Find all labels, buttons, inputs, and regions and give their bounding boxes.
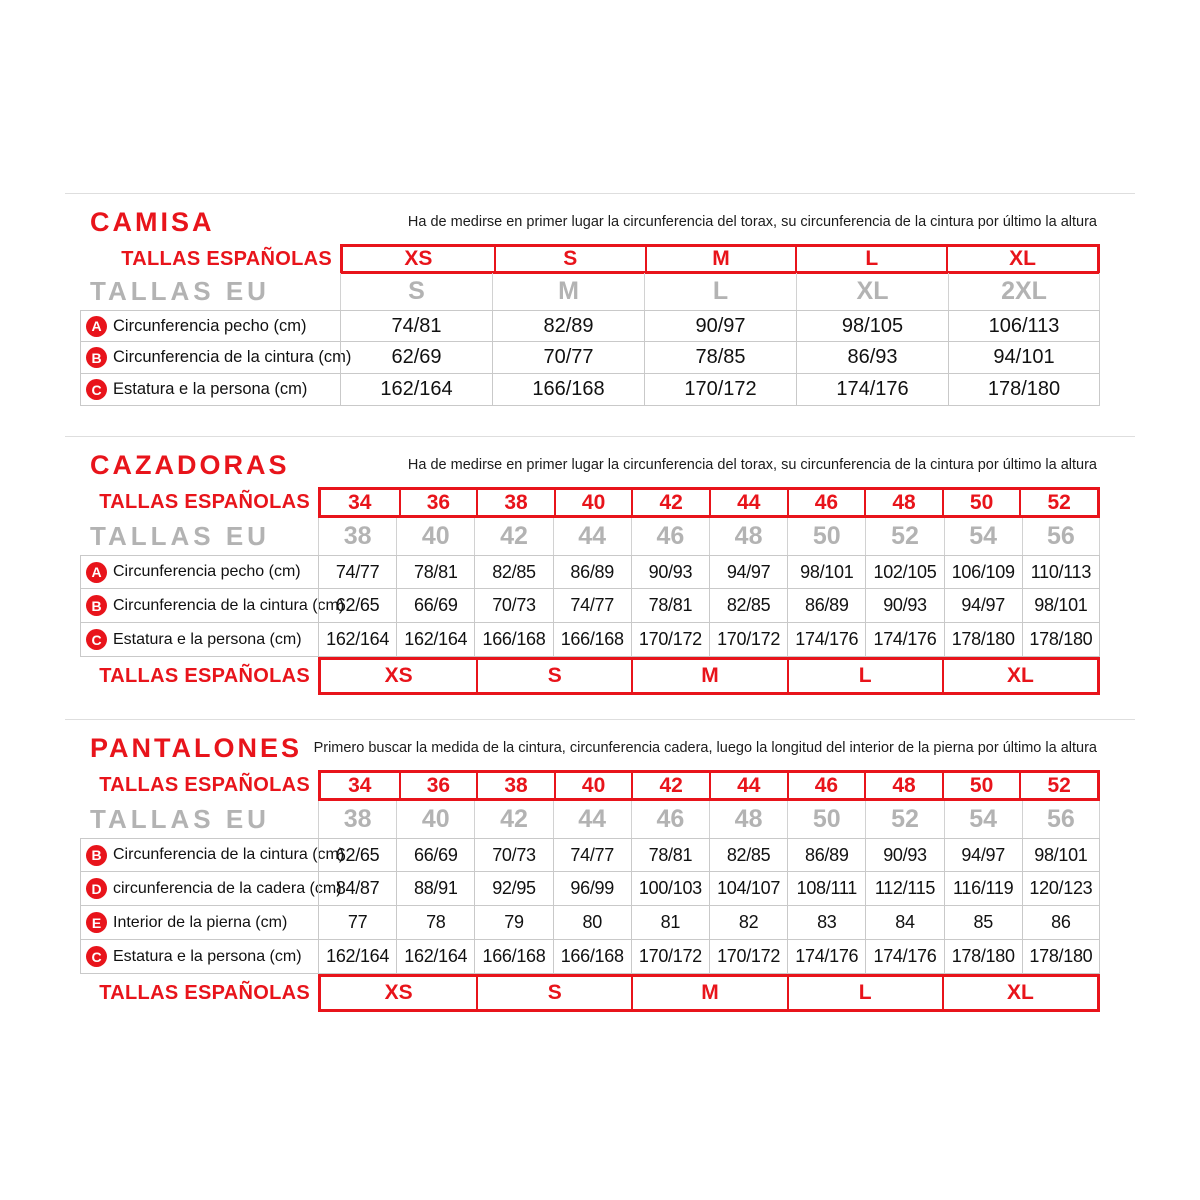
spanish-size-cell: XL — [946, 247, 1097, 271]
measure-label-cell — [80, 872, 342, 905]
measure-value-cell: 178/180 — [944, 940, 1022, 973]
measure-value-cell: 74/81 — [340, 311, 492, 341]
measure-badge-icon: E — [86, 912, 107, 933]
measure-value-cell: 174/176 — [796, 374, 948, 405]
size-chart-content — [65, 193, 1135, 1012]
eu-size-cell: 44 — [553, 801, 631, 838]
measure-value-cell: 62/69 — [340, 342, 492, 373]
measure-badge-icon: B — [86, 595, 107, 616]
measure-value-cell: 106/109 — [944, 556, 1022, 588]
section-camisa — [65, 193, 1135, 406]
measure-value-cell: 174/176 — [787, 623, 865, 656]
grouped-size-cell: M — [631, 660, 786, 692]
cazadoras-size-table — [80, 487, 1100, 695]
measure-value-cell: 106/113 — [948, 311, 1100, 341]
measure-value-cell: 78 — [396, 906, 474, 939]
measure-value-cell: 86/93 — [796, 342, 948, 373]
spanish-size-cell: L — [795, 247, 946, 271]
measure-value-cell: 166/168 — [474, 940, 552, 973]
measure-row — [80, 872, 1100, 906]
spanish-size-cell: 36 — [399, 490, 477, 515]
measure-value-cell: 82/85 — [709, 589, 787, 622]
grouped-size-cell: S — [476, 977, 631, 1009]
measure-label-cell — [80, 374, 340, 405]
spanish-size-cell: 46 — [787, 773, 865, 798]
measure-badge-icon: A — [86, 316, 107, 337]
section-cazadoras — [65, 436, 1135, 695]
eu-size-cell: 40 — [396, 518, 474, 555]
measure-label-cell — [80, 342, 352, 373]
measure-value-cell: 100/103 — [631, 872, 709, 905]
measure-value-cell: 98/101 — [787, 556, 865, 588]
eu-size-cell: 54 — [944, 518, 1022, 555]
spanish-size-cell: 50 — [942, 773, 1020, 798]
measure-value-cell: 178/180 — [1022, 940, 1100, 973]
grouped-size-cell: XL — [942, 977, 1097, 1009]
section-pantalones — [65, 719, 1135, 1012]
measure-label: Circunferencia pecho (cm) — [113, 563, 301, 580]
measure-value-cell: 84/87 — [318, 872, 396, 905]
spanish-sizes-header-row — [80, 244, 1100, 273]
measure-value-cell: 90/97 — [644, 311, 796, 341]
measure-value-cell: 78/81 — [396, 556, 474, 588]
spanish-size-cell: 38 — [476, 490, 554, 515]
eu-size-cell: 38 — [318, 518, 396, 555]
measure-value-cell: 85 — [944, 906, 1022, 939]
measure-value-cell: 162/164 — [318, 940, 396, 973]
measure-label: Estatura e la persona (cm) — [113, 947, 302, 965]
measure-value-cell: 96/99 — [553, 872, 631, 905]
section-title-cazadoras: CAZADORAS — [90, 449, 290, 480]
section-note-camisa: Ha de medirse en primer lugar la circunferencia del torax, su circunferencia de la cintura por último la altura — [407, 213, 1097, 230]
measure-value-cell: 78/85 — [644, 342, 796, 373]
spanish-size-cell: 38 — [476, 773, 554, 798]
measure-value-cell: 94/97 — [944, 839, 1022, 871]
measure-value-cell: 82/89 — [492, 311, 644, 341]
measure-label: Circunferencia de la cintura (cm) — [113, 596, 345, 614]
measure-row — [80, 310, 1100, 342]
measure-value-cell: 170/172 — [631, 940, 709, 973]
section-title-pantalones: PANTALONES — [90, 732, 302, 763]
measure-row — [80, 940, 1100, 974]
grouped-sizes-boxes — [318, 657, 1100, 695]
measure-label-cell — [80, 589, 345, 622]
eu-sizes-label: TALLAS EU — [90, 521, 270, 551]
spanish-size-cell: 52 — [1019, 490, 1097, 515]
spanish-sizes-boxes — [340, 244, 1100, 274]
measure-value-cell: 104/107 — [709, 872, 787, 905]
measure-value-cell: 81 — [631, 906, 709, 939]
measure-row — [80, 374, 1100, 406]
measure-value-cell: 110/113 — [1022, 556, 1100, 588]
measure-value-cell: 170/172 — [644, 374, 796, 405]
measure-label-cell — [80, 839, 345, 871]
spanish-size-cell: 36 — [399, 773, 477, 798]
measure-value-cell: 90/93 — [865, 589, 943, 622]
spanish-sizes-header-row — [80, 487, 1100, 518]
measure-value-cell: 116/119 — [944, 872, 1022, 905]
measure-badge-icon: A — [86, 562, 107, 583]
measure-value-cell: 70/73 — [474, 589, 552, 622]
measure-value-cell: 74/77 — [553, 839, 631, 871]
measure-label: Estatura e la persona (cm) — [113, 380, 308, 398]
spanish-size-cell: 48 — [864, 773, 942, 798]
eu-sizes-row — [80, 518, 1100, 555]
measure-value-cell: 166/168 — [553, 940, 631, 973]
measure-value-cell: 120/123 — [1022, 872, 1100, 905]
measure-value-cell: 90/93 — [631, 556, 709, 588]
measure-label-cell — [80, 623, 318, 656]
measure-value-cell: 62/65 — [318, 589, 396, 622]
eu-sizes-label: TALLAS EU — [90, 276, 270, 306]
spanish-size-cell: 44 — [709, 490, 787, 515]
measure-label-cell — [80, 556, 318, 588]
measure-value-cell: 174/176 — [865, 940, 943, 973]
measure-value-cell: 166/168 — [474, 623, 552, 656]
measure-value-cell: 88/91 — [396, 872, 474, 905]
eu-size-cell: 46 — [631, 518, 709, 555]
measure-value-cell: 94/101 — [948, 342, 1100, 373]
measure-row — [80, 342, 1100, 374]
spanish-sizes-label: TALLAS ESPAÑOLAS — [121, 247, 332, 270]
section-cazadoras-head — [65, 446, 1135, 484]
measure-value-cell: 98/101 — [1022, 589, 1100, 622]
eu-size-cell: 42 — [474, 518, 552, 555]
measure-value-cell: 78/81 — [631, 589, 709, 622]
measure-value-cell: 82/85 — [474, 556, 552, 588]
pantalones-size-table — [80, 770, 1100, 1012]
spanish-size-cell: 46 — [787, 490, 865, 515]
measure-value-cell: 174/176 — [865, 623, 943, 656]
eu-size-cell: XL — [796, 273, 948, 310]
eu-size-cell: S — [340, 273, 492, 310]
measure-value-cell: 178/180 — [1022, 623, 1100, 656]
measure-value-cell: 94/97 — [944, 589, 1022, 622]
grouped-sizes-row — [80, 657, 1100, 695]
measure-value-cell: 66/69 — [396, 839, 474, 871]
measure-value-cell: 92/95 — [474, 872, 552, 905]
grouped-size-cell: XL — [942, 660, 1097, 692]
spanish-sizes-label: TALLAS ESPAÑOLAS — [99, 774, 310, 796]
measure-row — [80, 838, 1100, 872]
measure-label: Circunferencia pecho (cm) — [113, 316, 307, 335]
grouped-sizes-row — [80, 974, 1100, 1012]
measure-badge-icon: C — [86, 946, 107, 967]
measure-value-cell: 98/101 — [1022, 839, 1100, 871]
eu-size-cell: 44 — [553, 518, 631, 555]
measure-value-cell: 166/168 — [492, 374, 644, 405]
measure-value-cell: 98/105 — [796, 311, 948, 341]
measure-value-cell: 74/77 — [553, 589, 631, 622]
grouped-size-cell: S — [476, 660, 631, 692]
measure-badge-icon: D — [86, 878, 107, 899]
eu-size-cell: L — [644, 273, 796, 310]
measure-value-cell: 74/77 — [318, 556, 396, 588]
measure-value-cell: 102/105 — [865, 556, 943, 588]
measure-badge-icon: C — [86, 629, 107, 650]
spanish-size-cell: S — [494, 247, 645, 271]
eu-size-cell: 54 — [944, 801, 1022, 838]
measure-label: Circunferencia de la cintura (cm) — [113, 846, 345, 863]
camisa-size-table — [80, 244, 1100, 406]
spanish-size-cell: 42 — [631, 773, 709, 798]
eu-size-cell: 52 — [865, 518, 943, 555]
measure-value-cell: 82 — [709, 906, 787, 939]
measure-value-cell: 170/172 — [631, 623, 709, 656]
measure-label: Circunferencia de la cintura (cm) — [113, 348, 352, 366]
spanish-size-cell: 34 — [348, 773, 372, 797]
measure-value-cell: 170/172 — [709, 940, 787, 973]
spanish-size-cell: 50 — [942, 490, 1020, 515]
grouped-sizes-label: TALLAS ESPAÑOLAS — [99, 981, 310, 1004]
grouped-size-cell: XS — [384, 664, 413, 687]
measure-row — [80, 555, 1100, 589]
eu-sizes-row — [80, 273, 1100, 310]
measure-value-cell: 86 — [1022, 906, 1100, 939]
measure-value-cell: 170/172 — [709, 623, 787, 656]
spanish-sizes-boxes — [318, 770, 1100, 801]
spanish-size-cell: 48 — [864, 490, 942, 515]
measure-label: circunferencia de la cadera (cm) — [113, 879, 342, 897]
grouped-size-cell: L — [787, 977, 942, 1009]
measure-label-cell — [80, 311, 340, 341]
eu-sizes-label: TALLAS EU — [90, 804, 270, 834]
spanish-size-cell: 42 — [631, 490, 709, 515]
section-camisa-head — [65, 203, 1135, 241]
measure-value-cell: 178/180 — [948, 374, 1100, 405]
grouped-size-cell: M — [631, 977, 786, 1009]
section-note-cazadoras: Ha de medirse en primer lugar la circunferencia del torax, su circunferencia de la cintura por último la altura — [407, 456, 1097, 473]
measure-value-cell: 78/81 — [631, 839, 709, 871]
eu-size-cell: M — [492, 273, 644, 310]
spanish-sizes-label: TALLAS ESPAÑOLAS — [99, 491, 310, 513]
measure-value-cell: 70/77 — [492, 342, 644, 373]
measure-value-cell: 79 — [474, 906, 552, 939]
measure-label-cell — [80, 906, 318, 939]
measure-value-cell: 77 — [318, 906, 396, 939]
eu-size-cell: 40 — [396, 801, 474, 838]
eu-size-cell: 50 — [787, 801, 865, 838]
measure-value-cell: 86/89 — [787, 589, 865, 622]
eu-size-cell: 42 — [474, 801, 552, 838]
measure-value-cell: 86/89 — [553, 556, 631, 588]
eu-size-cell: 48 — [709, 518, 787, 555]
measure-badge-icon: B — [86, 347, 107, 368]
measure-value-cell: 83 — [787, 906, 865, 939]
spanish-sizes-boxes — [318, 487, 1100, 518]
eu-size-cell: 50 — [787, 518, 865, 555]
measure-value-cell: 166/168 — [553, 623, 631, 656]
section-pantalones-head — [65, 729, 1135, 767]
measure-value-cell: 178/180 — [944, 623, 1022, 656]
eu-size-cell: 56 — [1022, 518, 1100, 555]
measure-value-cell: 82/85 — [709, 839, 787, 871]
measure-row — [80, 589, 1100, 623]
measure-value-cell: 162/164 — [396, 940, 474, 973]
measure-value-cell: 84 — [865, 906, 943, 939]
measure-value-cell: 174/176 — [787, 940, 865, 973]
measure-value-cell: 162/164 — [340, 374, 492, 405]
measure-row — [80, 906, 1100, 940]
measure-row — [80, 623, 1100, 657]
measure-value-cell: 62/65 — [318, 839, 396, 871]
section-title-camisa: CAMISA — [90, 206, 215, 237]
spanish-size-cell: 34 — [348, 490, 372, 514]
grouped-size-cell: L — [787, 660, 942, 692]
section-note-pantalones: Primero buscar la medida de la cintura, circunferencia cadera, luego la longitud del interior de la pierna por último la altura — [313, 739, 1097, 756]
measure-badge-icon: B — [86, 845, 107, 866]
measure-value-cell: 94/97 — [709, 556, 787, 588]
eu-size-cell: 46 — [631, 801, 709, 838]
measure-value-cell: 80 — [553, 906, 631, 939]
eu-size-cell: 48 — [709, 801, 787, 838]
spanish-size-cell: 40 — [554, 490, 632, 515]
eu-size-cell: 2XL — [948, 273, 1100, 310]
measure-label: Estatura e la persona (cm) — [113, 630, 302, 648]
eu-sizes-row — [80, 801, 1100, 838]
spanish-size-cell: 44 — [709, 773, 787, 798]
measure-badge-icon: C — [86, 379, 107, 400]
spanish-size-cell: M — [645, 247, 796, 271]
grouped-sizes-boxes — [318, 974, 1100, 1012]
spanish-size-cell: XS — [404, 247, 433, 270]
eu-size-cell: 52 — [865, 801, 943, 838]
spanish-size-cell: 40 — [554, 773, 632, 798]
measure-label: Interior de la pierna (cm) — [113, 913, 288, 931]
measure-value-cell: 90/93 — [865, 839, 943, 871]
grouped-size-cell: XS — [384, 981, 413, 1004]
measure-value-cell: 112/115 — [865, 872, 943, 905]
measure-value-cell: 162/164 — [396, 623, 474, 656]
eu-size-cell: 56 — [1022, 801, 1100, 838]
spanish-size-cell: 52 — [1019, 773, 1097, 798]
measure-value-cell: 162/164 — [318, 623, 396, 656]
spanish-sizes-header-row — [80, 770, 1100, 801]
measure-label-cell — [80, 940, 318, 973]
grouped-sizes-label: TALLAS ESPAÑOLAS — [99, 664, 310, 687]
measure-value-cell: 70/73 — [474, 839, 552, 871]
measure-value-cell: 86/89 — [787, 839, 865, 871]
eu-size-cell: 38 — [318, 801, 396, 838]
measure-value-cell: 66/69 — [396, 589, 474, 622]
measure-value-cell: 108/111 — [787, 872, 865, 905]
